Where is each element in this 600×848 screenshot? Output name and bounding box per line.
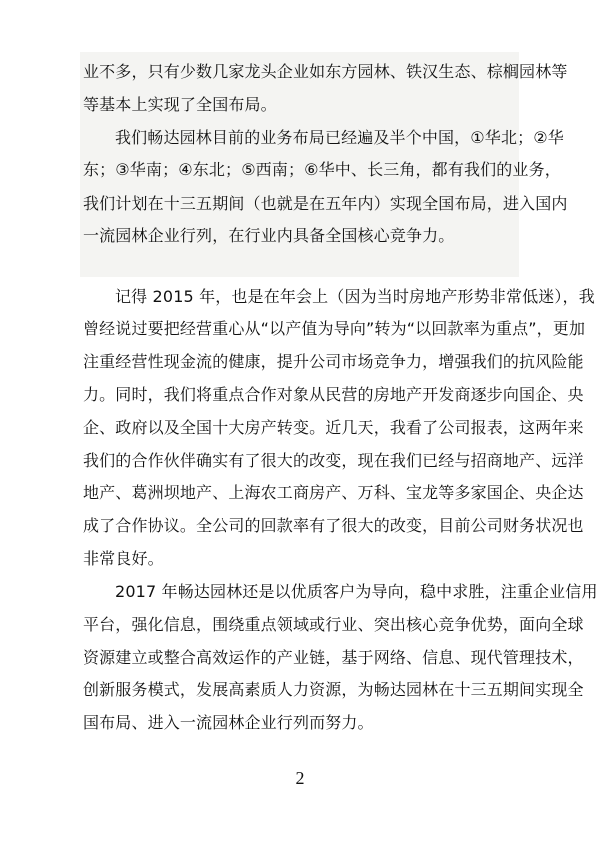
text-line: 我们计划在十三五期间（也就是在五年内）实现全国布局，进入国内 — [83, 194, 568, 213]
text-line: 成了合作协议。全公司的回款率有了很大的改变，目前公司财务状况也 — [83, 516, 584, 535]
text-line: 一流园林企业行列，在行业内具备全国核心竞争力。 — [83, 226, 455, 245]
text-line: 东；③华南；④东北；⑤西南；⑥华中、长三角，都有我们的业务， — [83, 160, 561, 179]
text-line: 2017 年畅达园林还是以优质客户为导向，稳中求胜，注重企业信用 — [115, 582, 598, 601]
text-line: 资源建立或整合高效运作的产业链，基于网络、信息、现代管理技术， — [83, 648, 584, 667]
text-line: 记得 2015 年，也是在年会上（因为当时房地产形势非常低迷），我 — [115, 287, 595, 306]
text-line: 我们畅达园林目前的业务布局已经遍及半个中国，①华北；②华 — [115, 128, 564, 147]
text-line: 我们的合作伙伴确实有了很大的改变，现在我们已经与招商地产、远洋 — [83, 451, 584, 470]
text-line: 国布局、进入一流园林企业行列而努力。 — [83, 713, 374, 732]
text-line: 注重经营性现金流的健康，提升公司市场竞争力，增强我们的抗风险能 — [83, 352, 584, 371]
text-line: 等基本上实现了全国布局。 — [83, 95, 277, 114]
text-line: 曾经说过要把经营重心从“以产值为导向”转为“以回款率为重点”，更加 — [83, 319, 586, 338]
text-line: 地产、葛洲坝地产、上海农工商房产、万科、宝龙等多家国企、央企达 — [83, 483, 584, 502]
text-line: 非常良好。 — [83, 549, 164, 568]
text-line: 企、政府以及全国十大房产转变。近几天，我看了公司报表，这两年来 — [83, 418, 584, 437]
page-number: 2 — [295, 768, 305, 788]
text-line: 业不多，只有少数几家龙头企业如东方园林、铁汉生态、棕榈园林等 — [83, 62, 568, 81]
text-line: 力。同时，我们将重点合作对象从民营的房地产开发商逐步向国企、央 — [83, 385, 584, 404]
text-line: 平台，强化信息，围绕重点领域或行业、突出核心竞争优势，面向全球 — [83, 615, 584, 634]
text-line: 创新服务模式，发展高素质人力资源，为畅达园林在十三五期间实现全 — [83, 680, 584, 699]
